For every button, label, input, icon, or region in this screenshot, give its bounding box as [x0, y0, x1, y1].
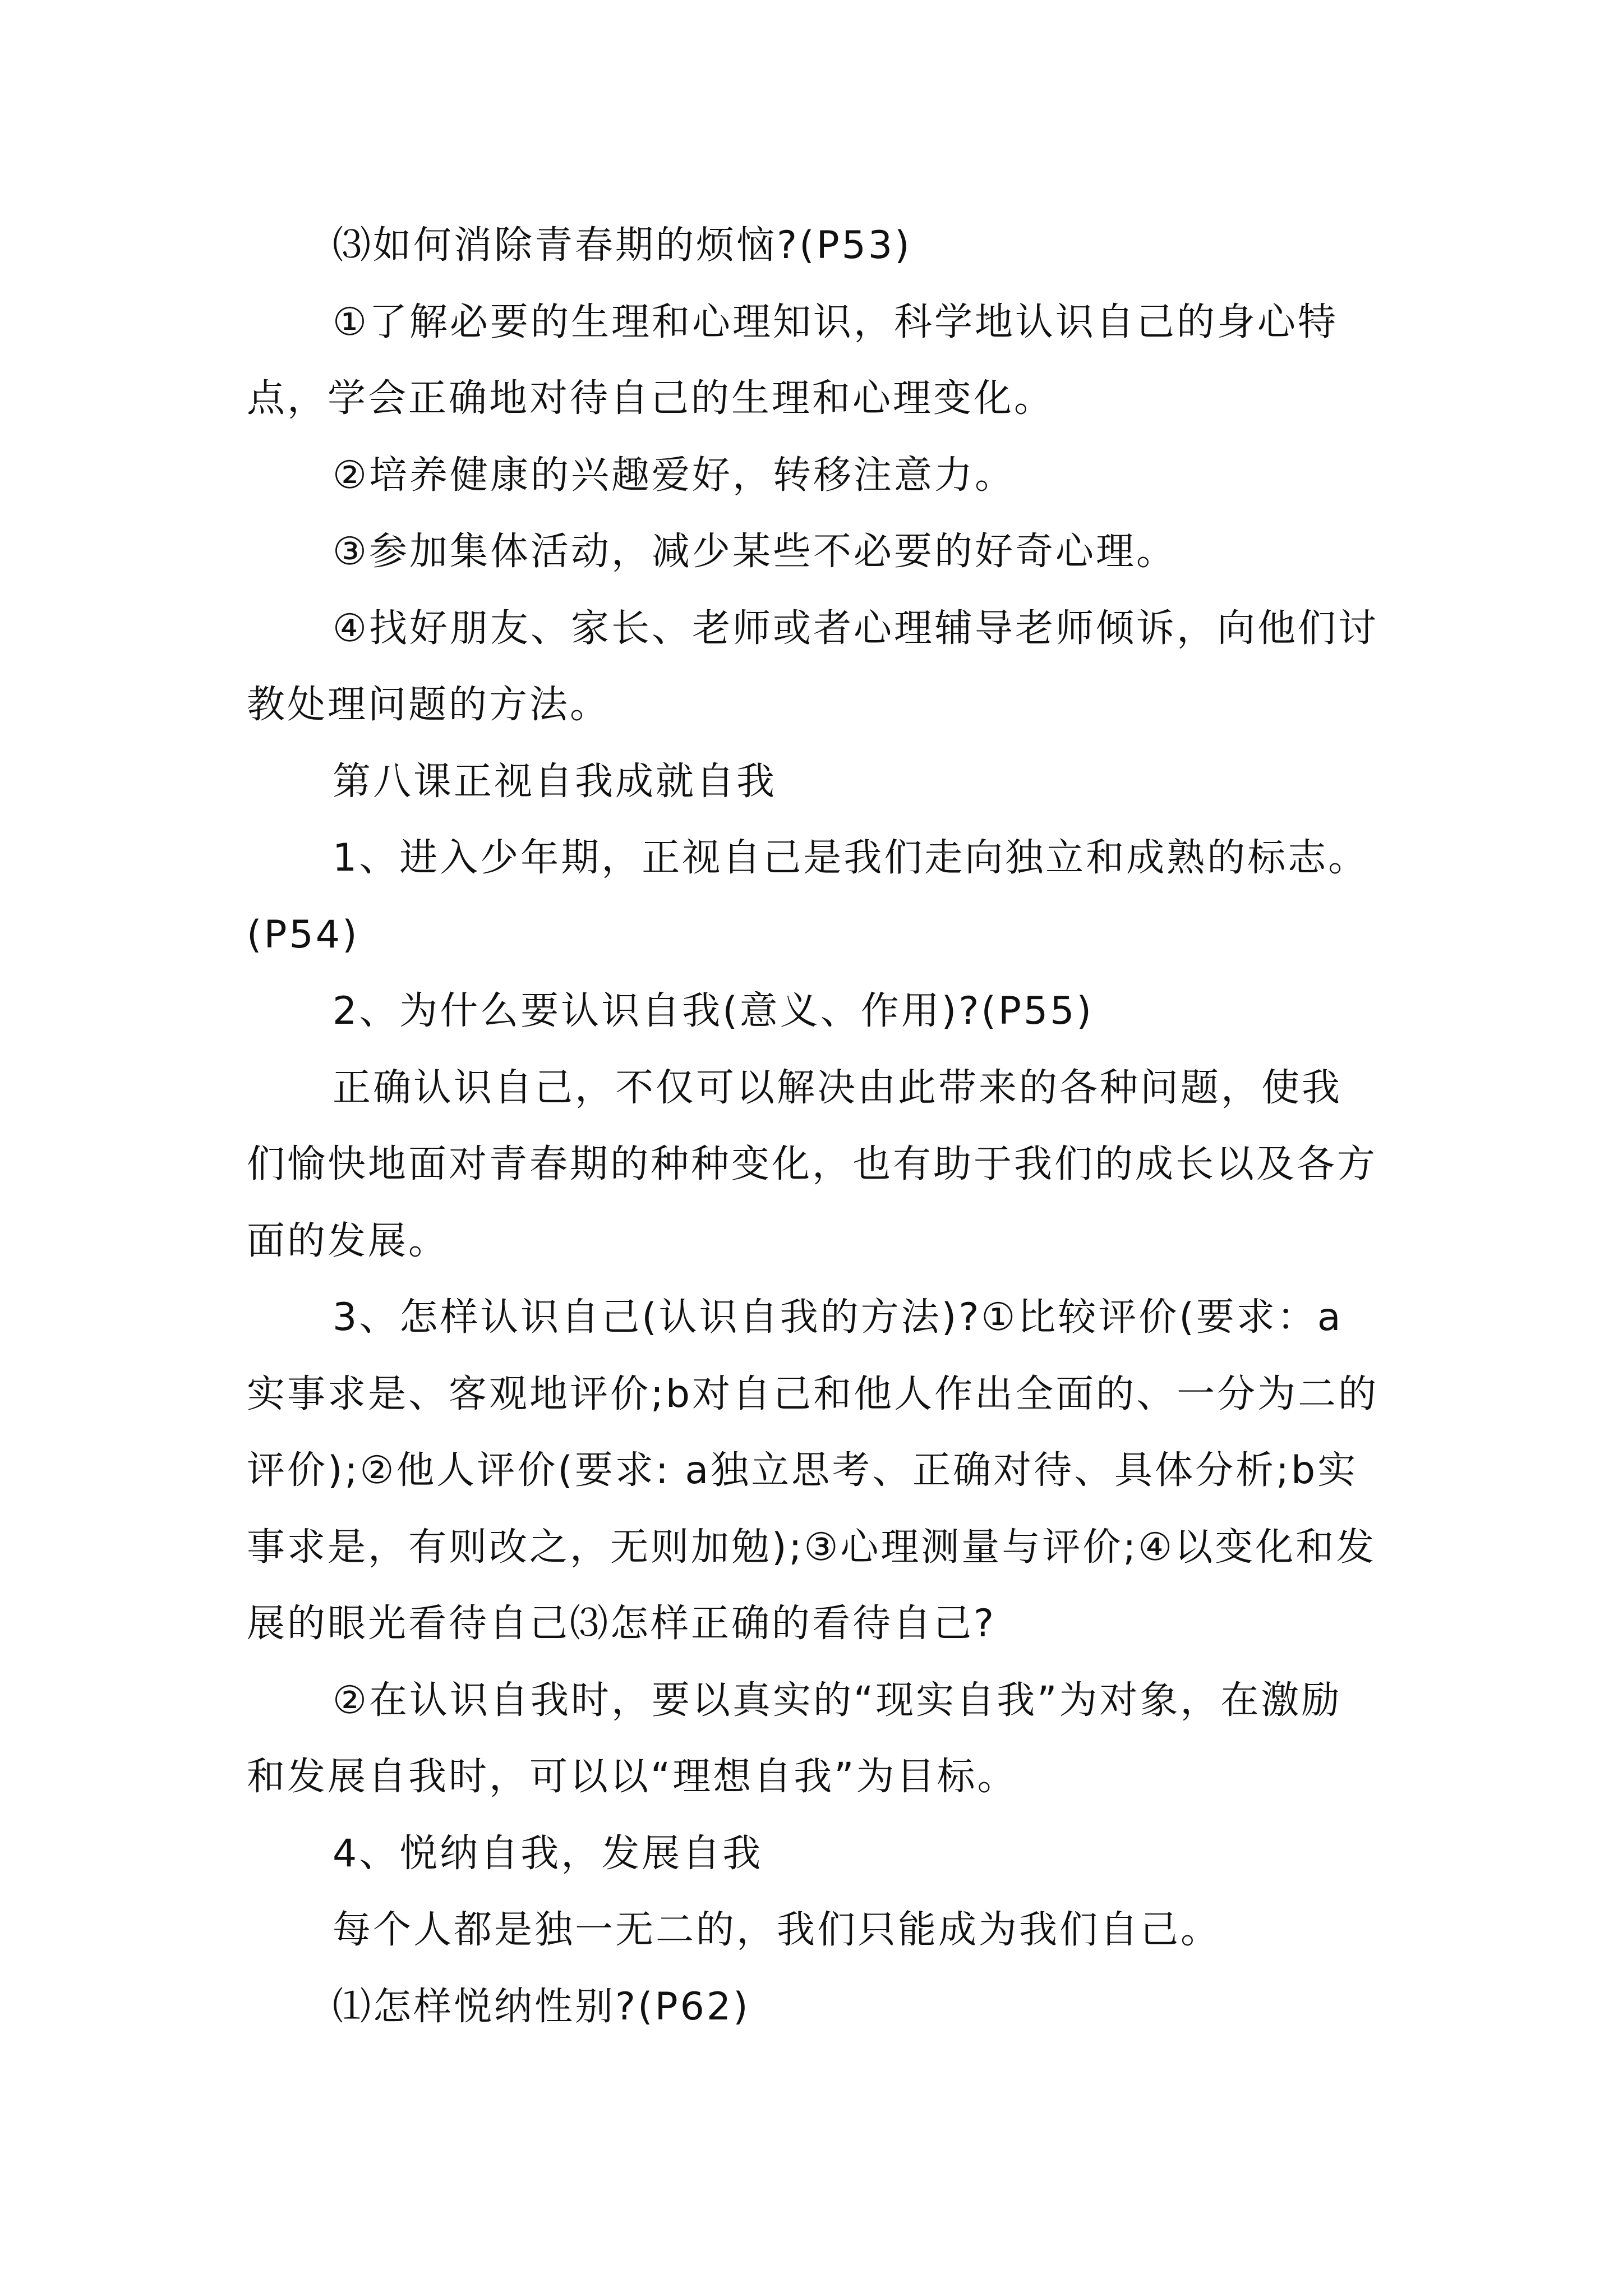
item-3-text: 3、怎样认识自己(认识自我的方法)?①比较评价(要求：a实事求是、客观地评价;b对自己和他人作出全面的、一分为二的评价);②他人评价(要求: a独立思考、正确对待、具体分析;b实事求是，有则改之，无则加勉);③心理测量与评价;④以变化和发展的眼光看待自己⑶怎样正确的看待自己?: [247, 1295, 1379, 1646]
uniqueness-statement: 每个人都是独一无二的，我们只能成为我们自己。: [333, 1908, 1221, 1952]
question-3-heading: ⑶如何消除青春期的烦恼?(P53): [333, 223, 912, 268]
answer-point-1: ①了解必要的生理和心理知识，科学地认识自己的身心特点，学会正确地对待自己的生理和心理变化。: [247, 300, 1338, 421]
item-1-text: 1、进入少年期，正视自己是我们走向独立和成熟的标志。(P54): [247, 836, 1369, 957]
lesson-8-title: 第八课正视自我成就自我: [333, 759, 777, 804]
item-2-heading: 2、为什么要认识自我(意义、作用)?(P55): [333, 989, 1094, 1033]
item-4-heading: 4、悦纳自我，发展自我: [333, 1831, 763, 1876]
document-body: [247, 208, 1380, 2045]
item-2-answer: 正确认识自己，不仅可以解决由此带来的各种问题，使我们愉快地面对青春期的种种变化，也有助于我们的成长以及各方面的发展。: [247, 1065, 1378, 1263]
self-recognition-point: ②在认识自我时，要以真实的“现实自我”为对象，在激励和发展自我时，可以以“理想自我”为目标。: [247, 1678, 1342, 1799]
answer-point-3: ③参加集体活动，减少某些不必要的好奇心理。: [333, 530, 1177, 574]
gender-acceptance-question: ⑴怎样悦纳性别?(P62): [333, 1984, 750, 2029]
answer-point-4: ④找好朋友、家长、老师或者心理辅导老师倾诉，向他们讨教处理问题的方法。: [247, 606, 1378, 727]
answer-point-2: ②培养健康的兴趣爱好，转移注意力。: [333, 453, 1015, 498]
